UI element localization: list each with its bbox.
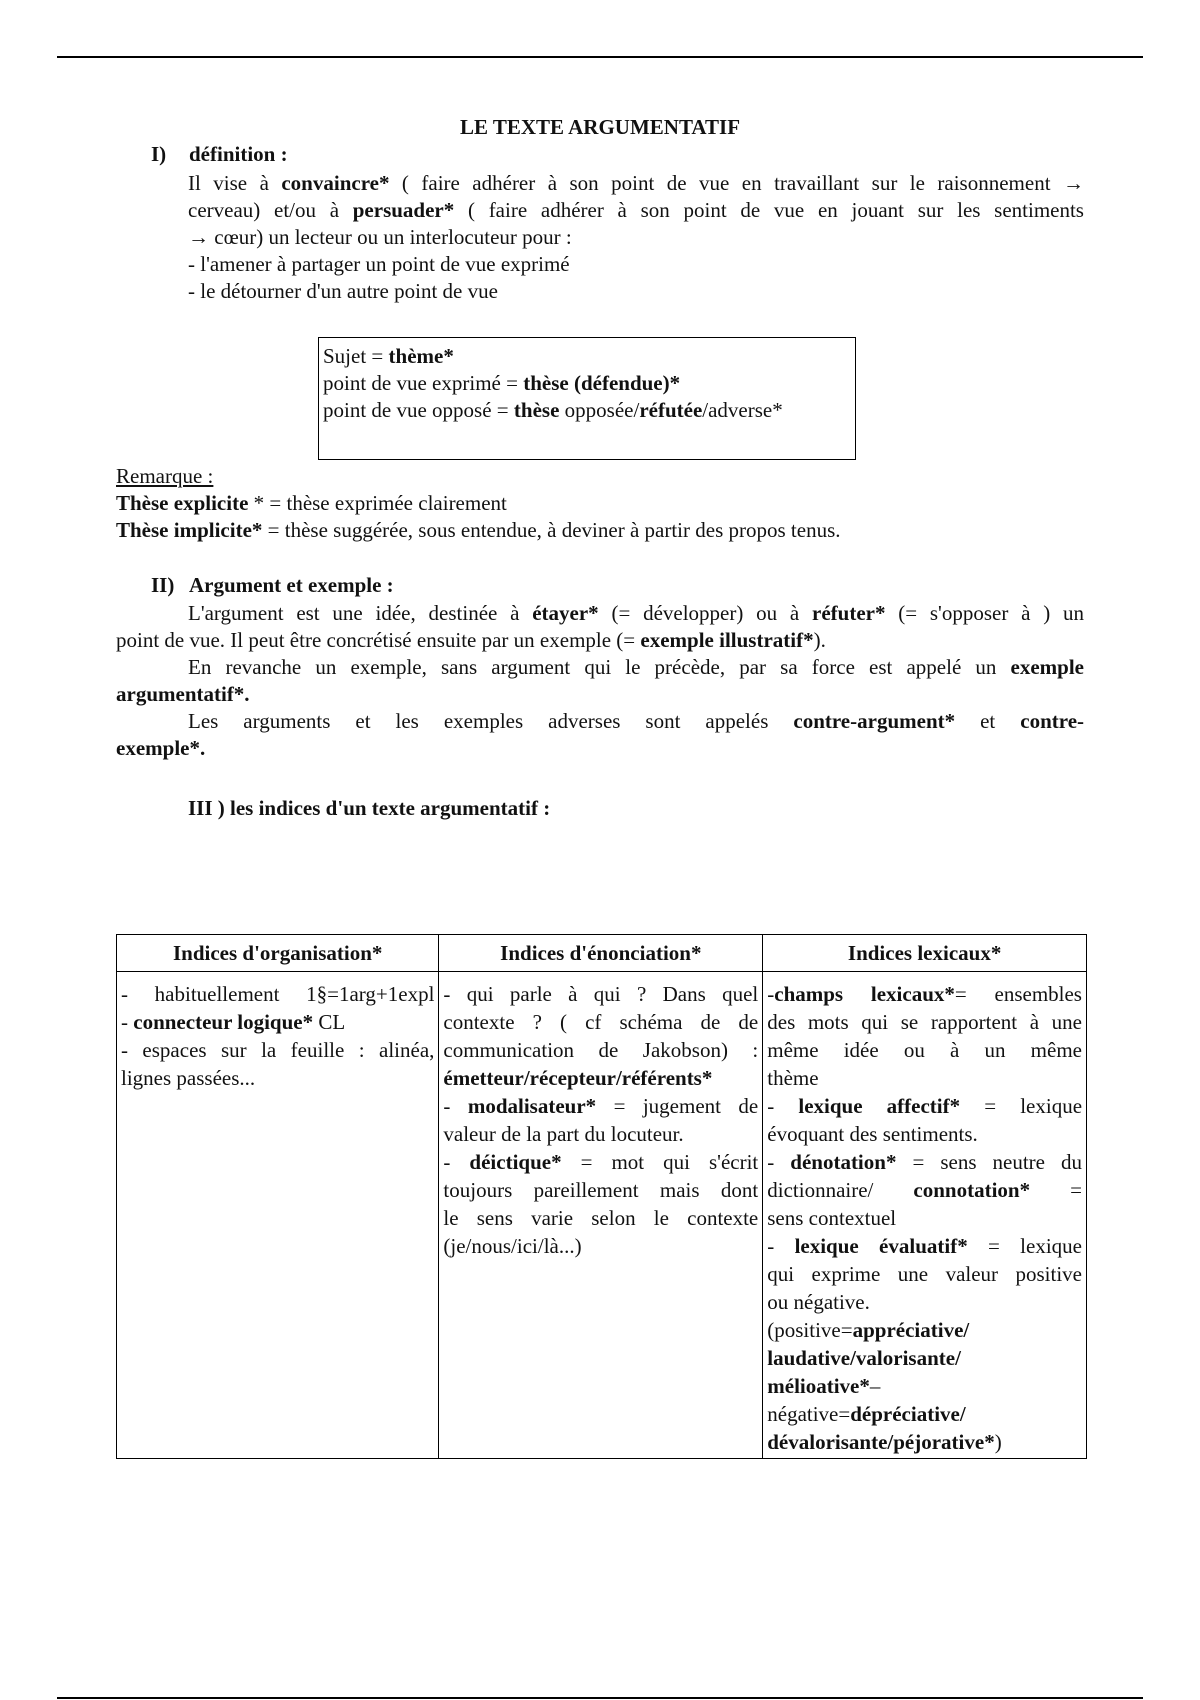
theme-box-line-segment: /adverse*: [702, 398, 783, 422]
cell-line-segment: même idée ou à un même: [767, 1038, 1082, 1062]
remark-line-segment: = thèse suggérée, sous entendue, à deviner à partir des propos tenus.: [262, 518, 841, 542]
definition-line-segment: convaincre*: [281, 171, 390, 195]
definition-line-segment: cerveau) et/ou à: [188, 198, 353, 222]
cell-line-segment: modalisateur*: [467, 1094, 597, 1118]
cell-line: [443, 1232, 758, 1260]
cell-line-segment: = lexique: [960, 1094, 1083, 1118]
definition-line-segment: persuader*: [352, 198, 455, 222]
definition-line: [188, 278, 1084, 305]
cell-line: [443, 1176, 758, 1204]
section2-heading: [151, 572, 1091, 599]
indices-table: [116, 934, 1087, 1459]
argument-line: [116, 654, 1084, 681]
cell-line: [443, 1148, 758, 1176]
section1-number: I): [151, 142, 167, 166]
section2-number: II): [151, 573, 175, 597]
theme-box-line-segment: opposée/: [559, 398, 640, 422]
argument-line-segment: argumentatif*.: [116, 682, 250, 706]
cell-line-segment: communication de Jakobson) :: [443, 1038, 759, 1062]
cell-line-segment: -: [767, 982, 775, 1006]
cell-line-segment: = jugement de: [596, 1094, 759, 1118]
definition-line-segment: → cœur) un lecteur ou un interlocuteur pour :: [188, 225, 572, 249]
theme-box-line-segment: Sujet =: [323, 344, 389, 368]
theme-box: [318, 337, 856, 460]
cell-line-segment: dictionnaire/: [767, 1178, 914, 1202]
remark-line: [116, 490, 1096, 517]
cell-line-segment: émetteur/récepteur/référents*: [443, 1066, 713, 1090]
section1-body: [188, 170, 1084, 305]
header-lexicaux: Indices lexicaux*: [763, 935, 1087, 972]
definition-line-segment: ( faire adhérer à son point de vue en jouant sur les sentiments: [454, 198, 1084, 222]
argument-line: [116, 627, 1084, 654]
cell-line-segment: négative=: [767, 1402, 851, 1426]
cell-line: [767, 1372, 1082, 1400]
section2-body: [116, 600, 1084, 762]
argument-line-segment: (= s'opposer à ) un: [885, 601, 1084, 625]
cell-line-segment: ): [994, 1430, 1002, 1454]
table-header-row: [117, 935, 1087, 972]
remark-line-segment: * = thèse exprimée clairement: [248, 491, 507, 515]
cell-line-segment: -: [121, 1010, 134, 1034]
theme-box-line: [323, 397, 851, 424]
cell-line: [767, 1036, 1082, 1064]
cell-line-segment: des mots qui se rapportent à une: [767, 1010, 1082, 1034]
section3-heading: [188, 795, 1088, 822]
cell-line-segment: mélioative*: [767, 1374, 870, 1398]
section1-title: définition :: [189, 142, 288, 166]
cell-line: [767, 1148, 1082, 1176]
section1-heading: [151, 141, 1091, 168]
cell-line-segment: = sens neutre du: [896, 1150, 1082, 1174]
definition-line-segment: - l'amener à partager un point de vue exprimé: [188, 252, 570, 276]
cell-line: [443, 1064, 758, 1092]
cell-line-segment: –: [869, 1374, 881, 1398]
cell-line-segment: appréciative/: [852, 1318, 970, 1342]
theme-box-line: [323, 343, 851, 370]
cell-line: [767, 1428, 1082, 1456]
theme-box-line-segment: point de vue exprimé =: [323, 371, 524, 395]
argument-line-segment: (= développer) ou à: [598, 601, 813, 625]
cell-line: [443, 1008, 758, 1036]
cell-line-segment: -: [767, 1094, 799, 1118]
remark-label: Remarque :: [116, 464, 214, 488]
cell-line: [443, 1120, 758, 1148]
cell-line: [767, 1288, 1082, 1316]
cell-line: [767, 1008, 1082, 1036]
argument-line-segment: point de vue. Il peut être concrétisé ensuite par un exemple (=: [116, 628, 641, 652]
cell-line-segment: = lexique: [967, 1234, 1082, 1258]
bottom-rule: [57, 1697, 1143, 1699]
cell-line: [121, 1064, 434, 1092]
cell-line: [121, 1036, 434, 1064]
cell-line-segment: thème: [767, 1066, 819, 1090]
cell-line-segment: contexte ? ( cf schéma de de: [443, 1010, 759, 1034]
definition-line-segment: - le détourner d'un autre point de vue: [188, 279, 498, 303]
header-organisation: Indices d'organisation*: [117, 935, 439, 972]
cell-lexicaux: [763, 972, 1087, 1459]
theme-box-line-segment: thèse: [513, 398, 560, 422]
cell-line-segment: -: [443, 1094, 468, 1118]
cell-line-segment: = mot qui s'écrit: [561, 1150, 759, 1174]
cell-line: [767, 1400, 1082, 1428]
theme-box-line-segment: thème*: [388, 344, 454, 368]
argument-line: [116, 708, 1084, 735]
section1: [151, 141, 1091, 168]
argument-line-segment: ).: [813, 628, 826, 652]
cell-line-segment: connotation*: [913, 1178, 1031, 1202]
argument-line-segment: contre-: [1020, 709, 1085, 733]
cell-line-segment: dénotation*: [790, 1150, 897, 1174]
cell-organisation: [117, 972, 439, 1459]
cell-line: [767, 1120, 1082, 1148]
definition-line: [188, 170, 1084, 197]
argument-line-segment: étayer*: [532, 601, 599, 625]
cell-line-segment: déictique*: [469, 1150, 562, 1174]
cell-line: [767, 1232, 1082, 1260]
definition-line: [188, 224, 1084, 251]
cell-line: [767, 980, 1082, 1008]
cell-line-segment: CL: [313, 1010, 346, 1034]
argument-line-segment: réfuter*: [812, 601, 886, 625]
cell-line: [767, 1344, 1082, 1372]
cell-line-segment: qui exprime une valeur positive: [767, 1262, 1082, 1286]
cell-enonciation: [439, 972, 763, 1459]
cell-line: [443, 1204, 758, 1232]
remark: [116, 463, 1096, 544]
cell-line: [443, 980, 758, 1008]
argument-line-segment: L'argument est une idée, destinée à: [188, 601, 533, 625]
cell-line-segment: dévalorisante/péjorative*: [767, 1430, 995, 1454]
cell-line-segment: (positive=: [767, 1318, 853, 1342]
cell-line-segment: -: [767, 1234, 795, 1258]
remark-body: [116, 490, 1096, 544]
cell-line-segment: le sens varie selon le contexte: [443, 1206, 759, 1230]
cell-line: [767, 1092, 1082, 1120]
definition-line-segment: ( faire adhérer à son point de vue en travaillant sur le raisonnement →: [389, 171, 1084, 195]
cell-line-segment: = ensembles: [954, 982, 1082, 1006]
cell-line-segment: lignes passées...: [121, 1066, 256, 1090]
cell-line-segment: évoquant des sentiments.: [767, 1122, 978, 1146]
theme-box-line-segment: point de vue opposé =: [323, 398, 514, 422]
argument-line-segment: exemple illustratif*: [640, 628, 814, 652]
cell-line-segment: lexique affectif*: [798, 1094, 961, 1118]
argument-line-segment: exemple*.: [116, 736, 206, 760]
argument-line-segment: exemple: [1010, 655, 1084, 679]
cell-line: [767, 1204, 1082, 1232]
argument-line-segment: et: [955, 709, 1021, 733]
theme-box-line-segment: thèse (défendue)*: [523, 371, 681, 395]
cell-line-segment: sens contextuel: [767, 1206, 897, 1230]
argument-line-segment: Les arguments et les exemples adverses sont appelés: [188, 709, 794, 733]
theme-box-line-segment: réfutée: [639, 398, 703, 422]
cell-line-segment: dépréciative/: [850, 1402, 966, 1426]
argument-line: [116, 600, 1084, 627]
cell-line: [767, 1260, 1082, 1288]
cell-line-segment: =: [1030, 1178, 1082, 1202]
definition-line: [188, 197, 1084, 224]
cell-line-segment: connecteur logique*: [133, 1010, 314, 1034]
cell-line-segment: ou négative.: [767, 1290, 870, 1314]
remark-line-segment: Thèse explicite: [116, 491, 249, 515]
argument-line-segment: contre-argument*: [793, 709, 956, 733]
top-rule: [57, 56, 1143, 58]
remark-line: [116, 517, 1096, 544]
definition-line-segment: Il vise à: [188, 171, 282, 195]
cell-line-segment: laudative/valorisante/: [767, 1346, 961, 1370]
cell-line: [443, 1036, 758, 1064]
argument-line-segment: En revanche un exemple, sans argument qui le précède, par sa force est appelé un: [188, 655, 1011, 679]
header-enonciation: Indices d'énonciation*: [439, 935, 763, 972]
cell-line-segment: champs lexicaux*: [774, 982, 955, 1006]
page-title: LE TEXTE ARGUMENTATIF: [459, 115, 741, 139]
theme-box-line: [323, 370, 851, 397]
section2-title: Argument et exemple :: [189, 573, 394, 597]
cell-line: [121, 980, 434, 1008]
cell-line-segment: - habituellement 1§=1arg+1expl: [121, 982, 435, 1006]
table-row: [117, 972, 1087, 1459]
cell-line-segment: valeur de la part du locuteur.: [443, 1122, 684, 1146]
cell-line: [767, 1176, 1082, 1204]
cell-line-segment: toujours pareillement mais dont: [443, 1178, 759, 1202]
cell-line: [121, 1008, 434, 1036]
remark-line-segment: Thèse implicite*: [116, 518, 263, 542]
cell-line-segment: - espaces sur la feuille : alinéa,: [121, 1038, 435, 1062]
cell-line-segment: -: [443, 1150, 470, 1174]
cell-line-segment: -: [767, 1150, 791, 1174]
argument-line: [116, 735, 1084, 762]
cell-line-segment: lexique évaluatif*: [794, 1234, 968, 1258]
cell-line: [767, 1316, 1082, 1344]
definition-line: [188, 251, 1084, 278]
cell-line-segment: - qui parle à qui ? Dans quel: [443, 982, 759, 1006]
argument-line: [116, 681, 1084, 708]
section3-title: III ) les indices d'un texte argumentatif :: [188, 796, 551, 820]
cell-line: [443, 1092, 758, 1120]
cell-line-segment: (je/nous/ici/là...): [443, 1234, 582, 1258]
cell-line: [767, 1064, 1082, 1092]
